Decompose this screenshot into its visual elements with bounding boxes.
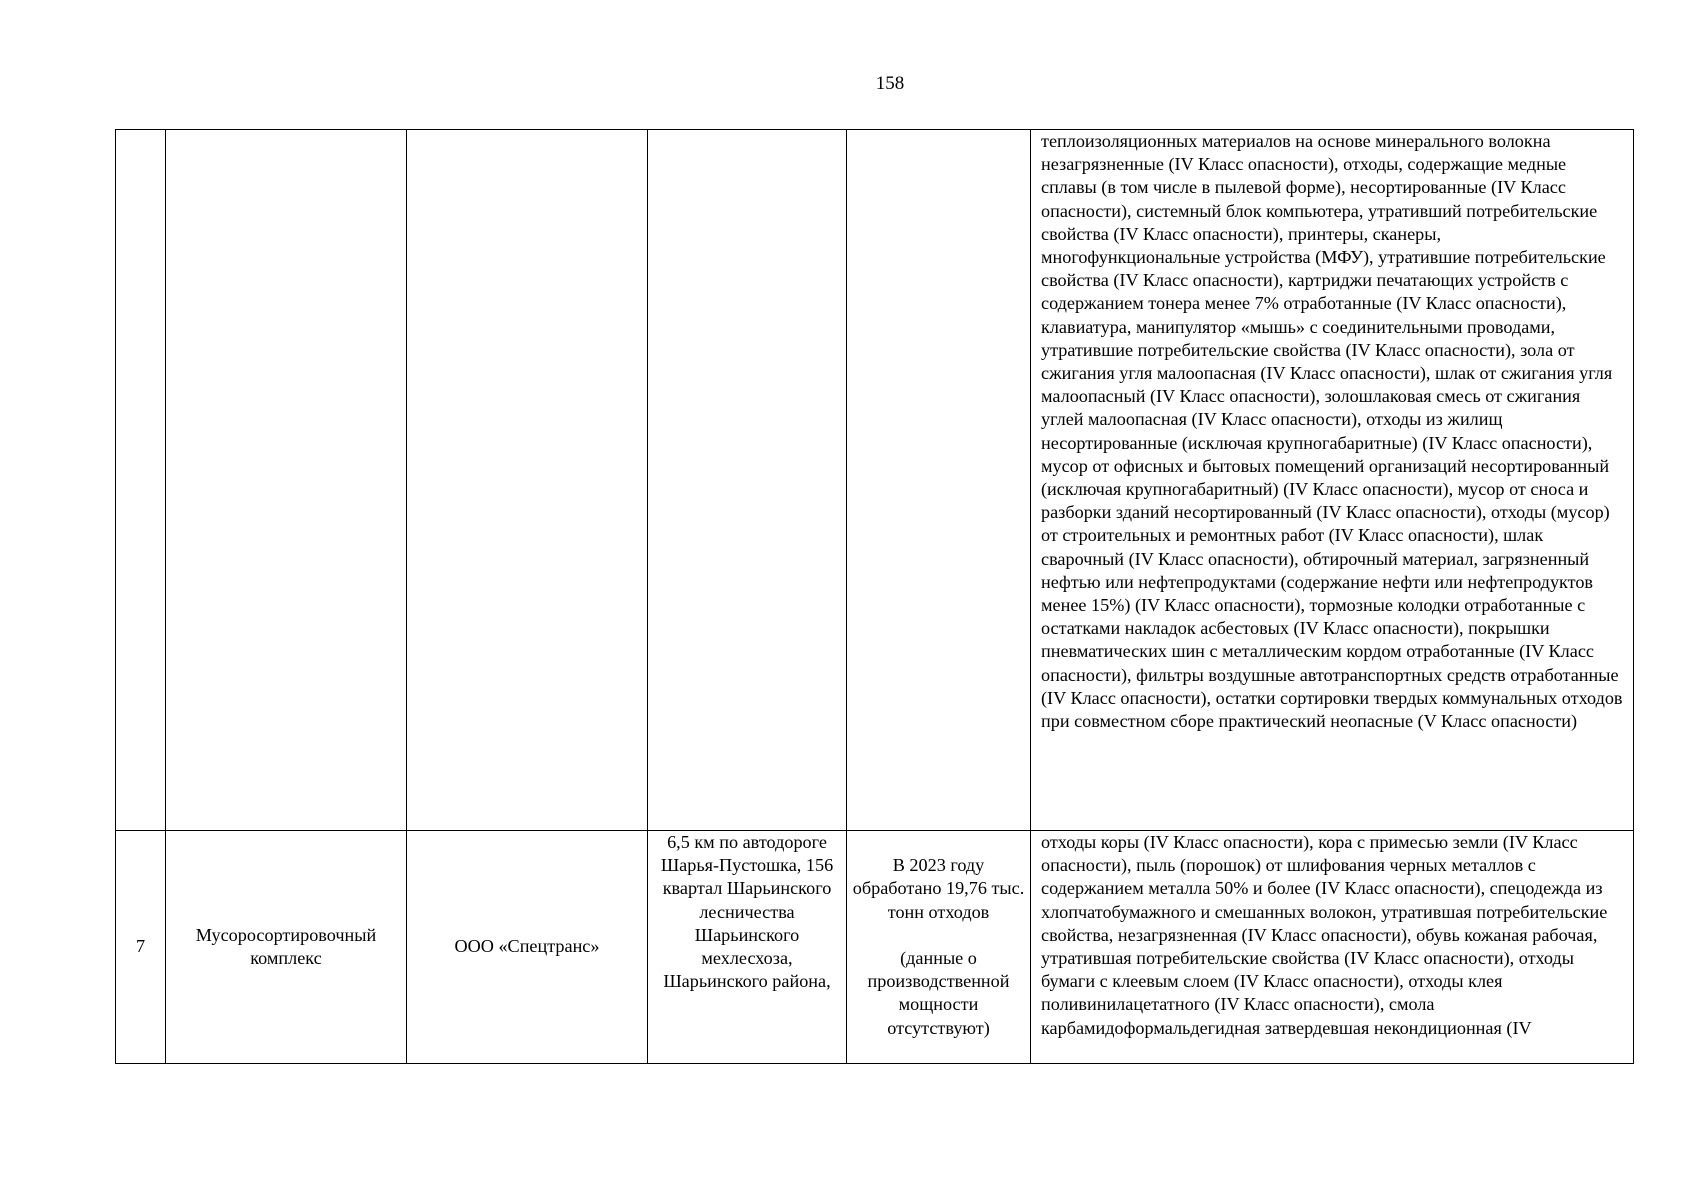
cell-waste-types: теплоизоляционных материалов на основе минерального волокна незагрязненные (IV Класс опасности), отходы, содержащие медные сплавы (в том числе в пылевой форме), несортированные (IV Класс опасности), системный блок компьютера, утративший потребительские свойства (IV Класс опасности), принтеры, сканеры, многофункциональные устройства (МФУ), утратившие потребительские свойства (IV Класс опасности), картриджи печатающих устройств с содержанием тонера менее 7% отработанные (IV Класс опасности), клавиатура, манипулятор «мышь» с соединительными проводами, утратившие потребительские свойства (IV Класс опасности), зола от сжигания угля малоопасная (IV Класс опасности), шлак от сжигания угля малоопасный (IV Класс опасности), золошлаковая смесь от сжигания углей малоопасная (IV Класс опасности), отходы из жилищ несортированные (исключая крупногабаритные) (IV Класс опасности), мусор от офисных и бытовых помещений организаций несортированный (исключая крупногабаритный) (IV Класс опасности), мусор от сноса и разборки зданий несортированный (IV Класс опасности), отходы (мусор) от строительных и ремонтных работ (IV Класс опасности), шлак сварочный (IV Класс опасности), обтирочный материал, загрязненный нефтью или нефтепродуктами (содержание нефти или нефтепродуктов менее 15%) (IV Класс опасности), тормозные колодки отработанные с остатками накладок асбестовых (IV Класс опасности), покрышки пневматических шин с металлическим кордом отработанные (IV Класс опасности), фильтры воздушные автотранспортных средств отработанные (IV Класс опасности), остатки сортировки твердых коммунальных отходов при совместном сборе практический неопасные (V Класс опасности) bbox=[1031, 130, 1634, 831]
cell-operator: ООО «Спецтранс» bbox=[407, 831, 648, 1064]
capacity-spacer bbox=[851, 924, 1026, 947]
capacity-text-1: В 2023 году обработано 19,76 тыс. тонн отходов bbox=[852, 855, 1025, 922]
page-number: 158 bbox=[875, 73, 905, 94]
waste-types-text: отходы коры (IV Класс опасности), кора с примесью земли (IV Класс опасности), пыль (порошок) от шлифования черных металлов с содержанием металла 50% и более (IV Класс опасности), спецодежда из хлопчатобумажного и смешанных волокон, утратившая потребительские свойства, незагрязненная (IV Класс опасности), обувь кожаная рабочая, утратившая потребительские свойства (IV Класс опасности), отходы бумаги с клеевым слоем (IV Класс опасности), отходы клея поливинилацетатного (IV Класс опасности), смола карбамидоформальдегидная затвердевшая некондиционная (IV bbox=[1041, 832, 1608, 1038]
table-row-7 bbox=[116, 831, 1634, 1064]
cell-location bbox=[648, 130, 847, 831]
cell-capacity bbox=[847, 831, 1031, 1064]
cell-object-name bbox=[166, 130, 407, 831]
cell-object-name: Мусоросортировочный комплекс bbox=[166, 831, 407, 1064]
cell-number bbox=[116, 130, 166, 831]
cell-capacity bbox=[847, 130, 1031, 831]
table-row-continued bbox=[116, 130, 1634, 831]
capacity-text-2: (данные о производственной мощности отсутствуют) bbox=[867, 947, 1010, 1038]
cell-waste-types bbox=[1031, 831, 1634, 1064]
cell-location bbox=[648, 831, 847, 1064]
location-text: 6,5 км по автодороге Шарья-Пустошка, 156 квартал Шарьинского лесничества Шарьинского мехлесхоза, Шарьинского района, bbox=[660, 832, 834, 992]
waste-facilities-table bbox=[115, 129, 1634, 1064]
cell-operator bbox=[407, 130, 648, 831]
cell-number: 7 bbox=[116, 831, 166, 1064]
